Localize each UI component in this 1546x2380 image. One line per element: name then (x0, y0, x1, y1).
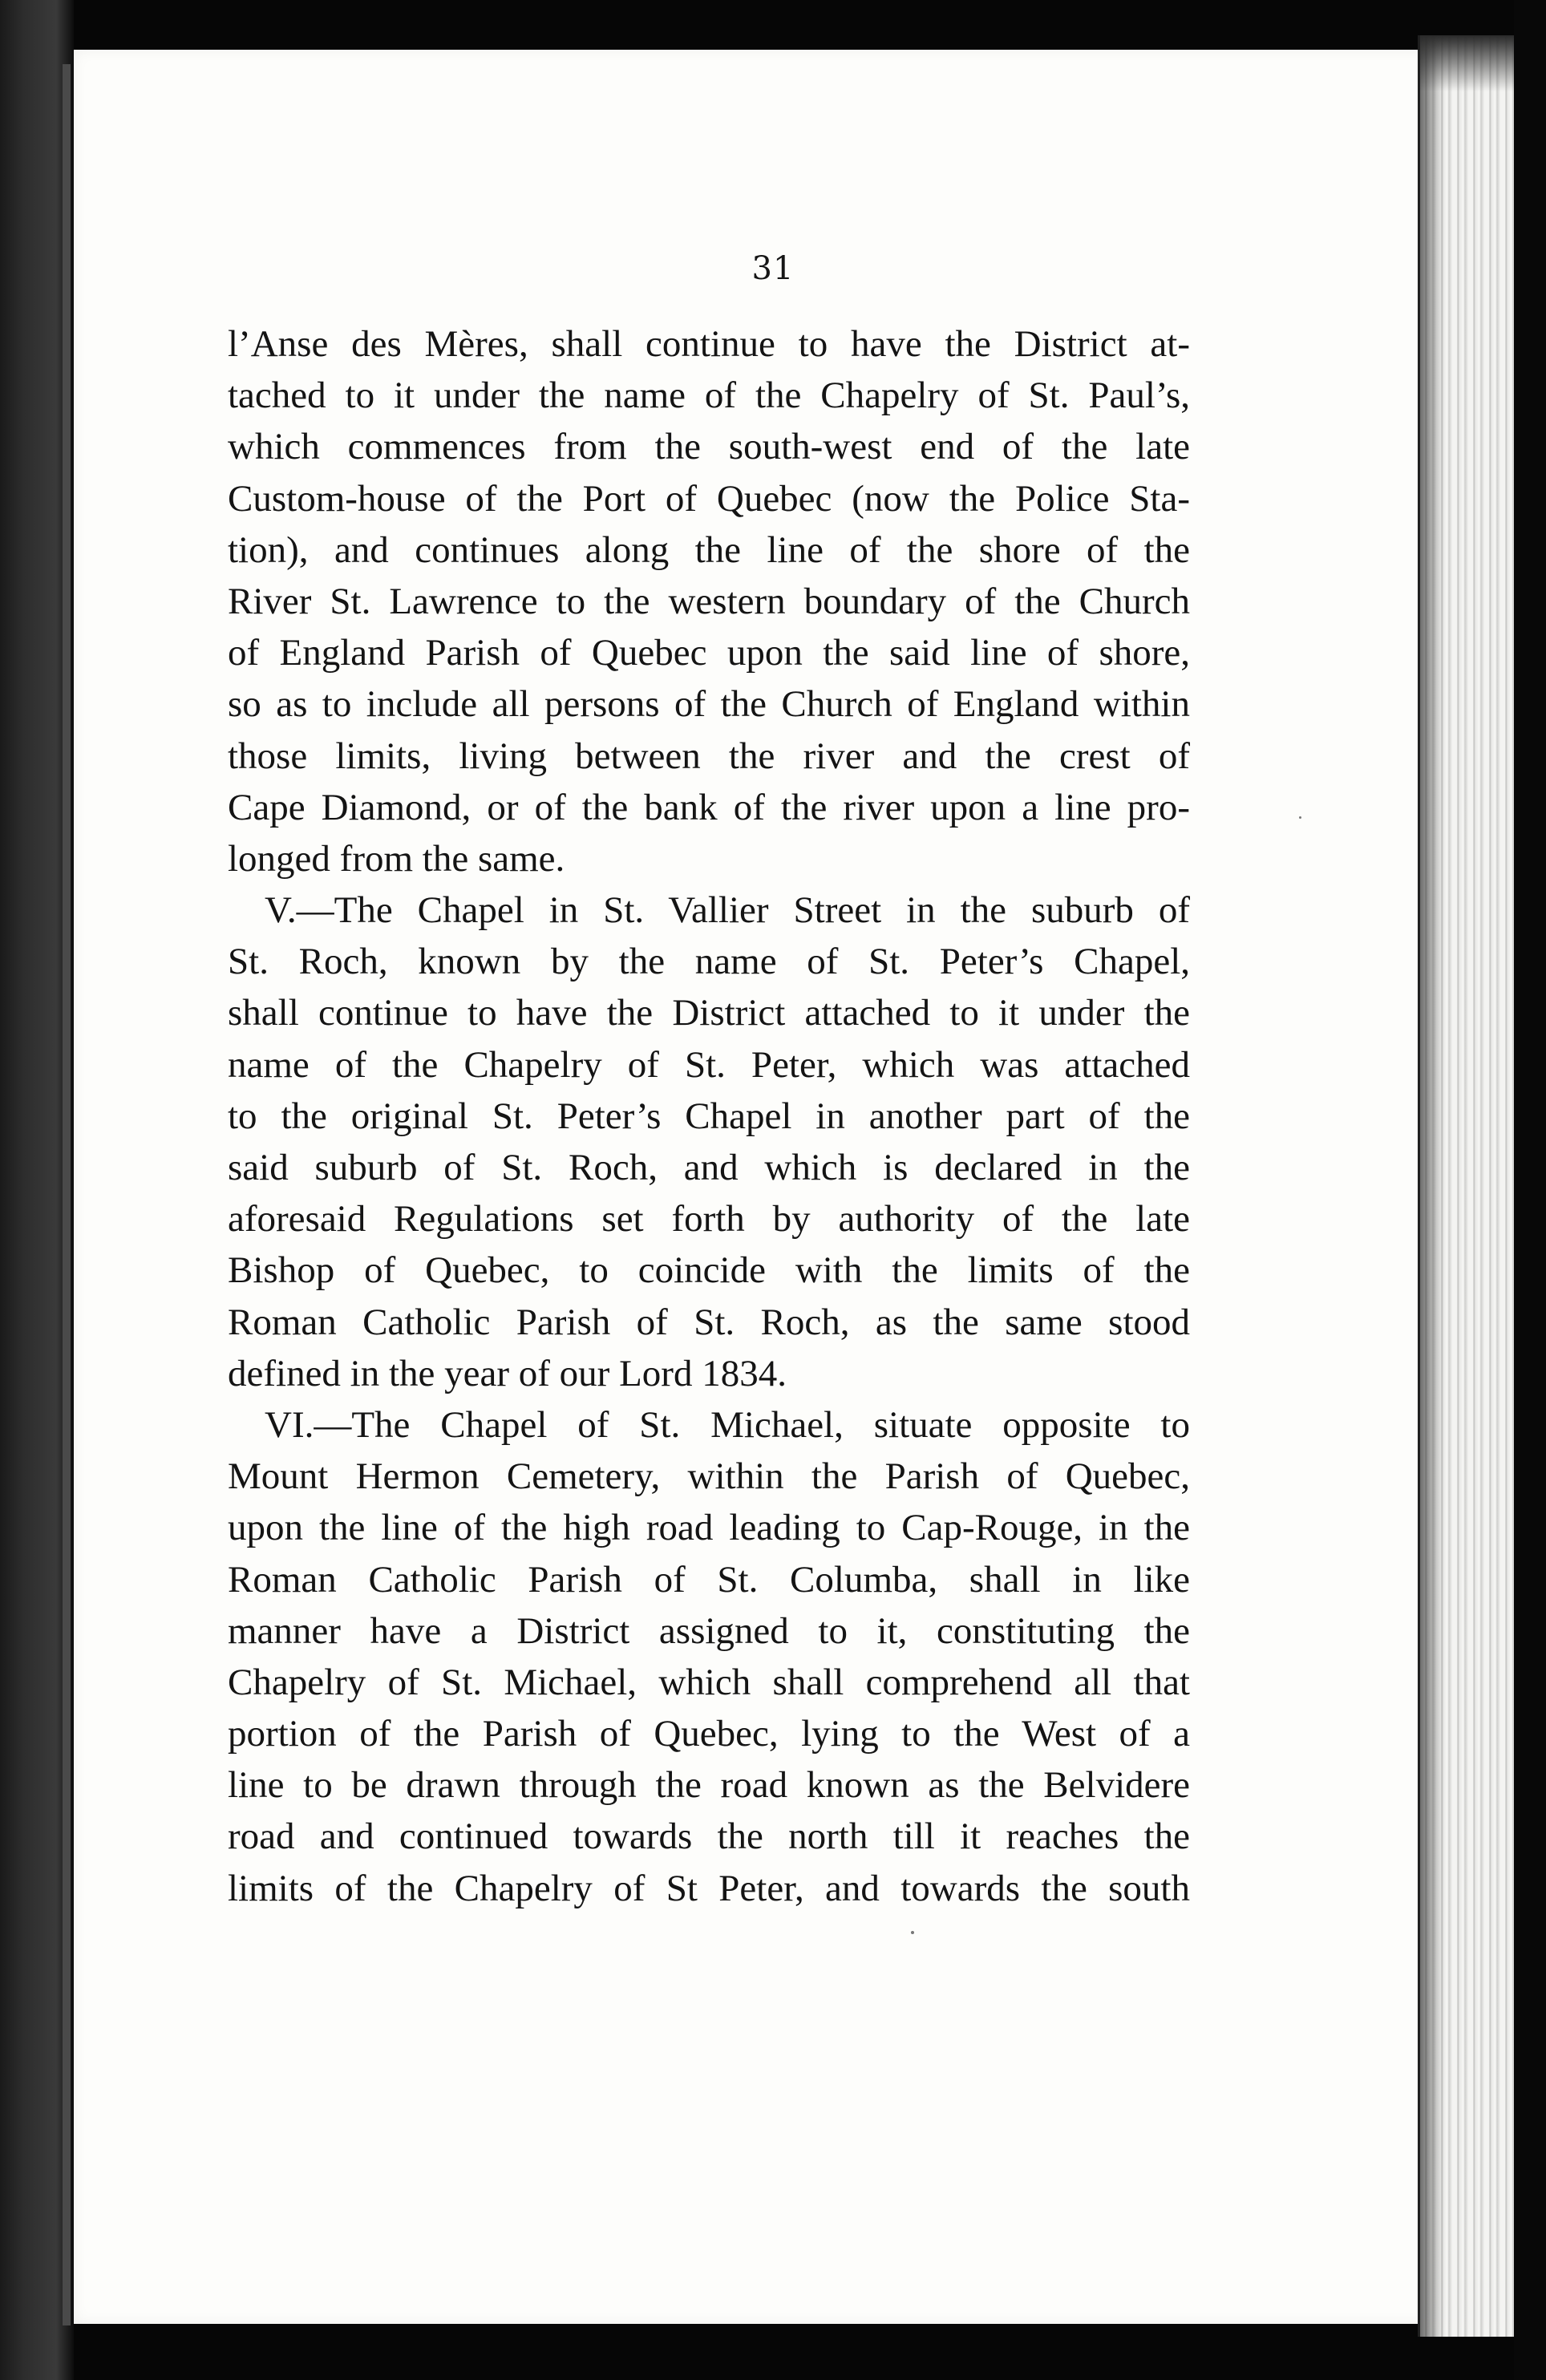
text-line: limits of the Chapelry of St Peter, and towards the south (228, 1867, 1190, 1909)
page-edges (1418, 35, 1516, 2337)
text-line: shall continue to have the District attached to it under the (228, 992, 1190, 1034)
text-line: longed from the same. (228, 837, 565, 880)
book-gutter (0, 0, 74, 2380)
text-line: portion of the Parish of Quebec, lying to the West of a (228, 1713, 1190, 1755)
text-line: manner have a District assigned to it, constituting the (228, 1609, 1190, 1652)
page-number: 31 (751, 250, 795, 287)
text-line: road and continued towards the north till it reaches the (228, 1815, 1190, 1858)
text-line: Mount Hermon Cemetery, within the Parish of Quebec, (228, 1455, 1190, 1498)
edge-shadow (1420, 35, 1444, 2337)
scan-speck (1299, 816, 1301, 819)
text-line: l’Anse des Mères, shall continue to have the District at- (228, 323, 1190, 365)
text-line: those limits, living between the river and the crest of (228, 735, 1190, 777)
gutter-stripe (63, 64, 71, 2325)
text-line: V.—The Chapel in St. Vallier Street in the suburb of (265, 889, 1190, 932)
text-line: aforesaid Regulations set forth by authority of the late (228, 1198, 1190, 1241)
body-text (228, 318, 1190, 1914)
text-line: Custom-house of the Port of Quebec (now the Police Sta- (228, 477, 1190, 520)
text-line: of England Parish of Quebec upon the said line of shore, (228, 632, 1190, 674)
text-line: Cape Diamond, or of the bank of the river upon a line pro- (228, 786, 1190, 828)
text-line: Chapelry of St. Michael, which shall comprehend all that (228, 1661, 1190, 1703)
text-line: tached to it under the name of the Chapelry of St. Paul’s, (228, 374, 1190, 417)
text-line: Roman Catholic Parish of St. Columba, shall in like (228, 1558, 1190, 1601)
text-line: so as to include all persons of the Church of England within (228, 683, 1190, 726)
text-line: Bishop of Quebec, to coincide with the limits of the (228, 1249, 1190, 1292)
text-line: VI.—The Chapel of St. Michael, situate opposite to (265, 1403, 1190, 1446)
text-line: to the original St. Peter’s Chapel in another part of the (228, 1095, 1190, 1137)
text-line: defined in the year of our Lord 1834. (228, 1352, 787, 1394)
text-line: upon the line of the high road leading to Cap-Rouge, in the (228, 1507, 1190, 1549)
text-line: River St. Lawrence to the western boundary of the Church (228, 580, 1190, 622)
text-line: line to be drawn through the road known as the Belvidere (228, 1764, 1190, 1807)
text-line: Roman Catholic Parish of St. Roch, as the same stood (228, 1301, 1190, 1343)
edge-top-shadow (1420, 35, 1516, 91)
scan-right-border (1514, 0, 1546, 2380)
scan-speck (911, 1931, 914, 1934)
text-line: said suburb of St. Roch, and which is declared in the (228, 1147, 1190, 1188)
text-line: tion), and continues along the line of the shore of the (228, 528, 1190, 571)
text-line: St. Roch, known by the name of St. Peter’s Chapel, (228, 941, 1190, 983)
text-line: which commences from the south-west end of the late (228, 426, 1190, 468)
text-line: name of the Chapelry of St. Peter, which was attached (228, 1043, 1190, 1086)
